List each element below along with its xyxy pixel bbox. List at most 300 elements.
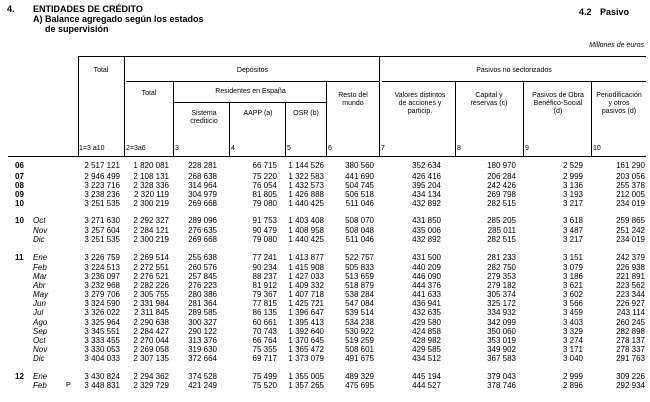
row-month: Sep — [33, 327, 48, 336]
cell-col-10: 161 290 — [616, 161, 645, 170]
cell-col-7: 445 194 — [412, 372, 441, 381]
cell-col-10: 260 245 — [616, 318, 645, 327]
cell-col-10: 251 242 — [616, 226, 645, 235]
row-year: 07 — [15, 172, 24, 181]
row-month: Ene — [33, 372, 48, 381]
cell-col-3: 313 376 — [188, 336, 217, 345]
cell-col-5: 1 322 583 — [288, 172, 324, 181]
cell-col-2: 2 284 121 — [133, 226, 169, 235]
cell-col-10: 226 927 — [616, 299, 645, 308]
row-month: Jul — [33, 308, 44, 317]
period-header: Periodificación y otros pasivos (d) — [596, 92, 642, 115]
table-title: Pasivo — [600, 7, 630, 17]
cell-col-3: 280 386 — [188, 290, 217, 299]
cell-col-6: 534 238 — [345, 318, 374, 327]
cell-col-4: 75 355 — [252, 345, 277, 354]
cell-col-5: 1 432 573 — [288, 181, 324, 190]
cell-col-8: 242 426 — [487, 181, 516, 190]
cell-col-9: 3 193 — [562, 190, 583, 199]
cell-col-10: 203 056 — [616, 172, 645, 181]
cell-col-9: 3 136 — [562, 181, 583, 190]
cell-col-9: 3 403 — [562, 318, 583, 327]
resto-header: Resto del mundo — [338, 92, 368, 107]
cell-col-7: 424 858 — [412, 327, 441, 336]
cell-col-3: 228 281 — [188, 161, 217, 170]
cell-col-2: 2 290 638 — [133, 318, 169, 327]
cell-col-10: 212 005 — [616, 190, 645, 199]
cell-col-9: 3 151 — [562, 253, 583, 262]
cell-col-10: 255 378 — [616, 181, 645, 190]
cell-col-7: 434 134 — [412, 190, 441, 199]
cell-col-5: 1 425 721 — [288, 299, 324, 308]
cell-col-1: 3 251 535 — [84, 235, 120, 244]
cell-col-2: 2 300 219 — [133, 235, 169, 244]
cell-col-8: 180 970 — [487, 161, 516, 170]
cell-col-1: 3 345 551 — [84, 327, 120, 336]
cell-col-7: 432 892 — [412, 235, 441, 244]
cell-col-8: 281 233 — [487, 253, 516, 262]
table-row — [0, 226, 650, 235]
cell-col-6: 539 514 — [345, 308, 374, 317]
table-row — [0, 336, 650, 345]
cell-col-9: 3 618 — [562, 216, 583, 225]
cell-col-8: 334 932 — [487, 308, 516, 317]
cell-col-6: 508 070 — [345, 216, 374, 225]
cell-col-3: 374 528 — [188, 372, 217, 381]
cell-col-9: 3 079 — [562, 263, 583, 272]
cell-col-5: 1 357 265 — [288, 381, 324, 390]
obra-header: Pasivos de Obra Benéfico-Social (d) — [532, 92, 584, 115]
subtitle-line-1: A) Balance agregado según los estados — [33, 14, 204, 24]
col-sep — [523, 81, 524, 156]
row-month: Jun — [33, 299, 46, 308]
cell-col-7: 436 941 — [412, 299, 441, 308]
row-month: Ago — [33, 318, 48, 327]
cell-col-1: 2 517 121 — [84, 161, 120, 170]
cell-col-7: 429 580 — [412, 318, 441, 327]
colnum: 2=3a6 — [126, 145, 146, 152]
cell-col-7: 440 209 — [412, 263, 441, 272]
row-month: Mar — [33, 272, 47, 281]
cell-col-9: 3 217 — [562, 235, 583, 244]
cell-col-4: 86 135 — [252, 308, 277, 317]
cell-col-6: 380 560 — [345, 161, 374, 170]
cell-col-6: 519 259 — [345, 336, 374, 345]
cell-col-10: 282 898 — [616, 327, 645, 336]
cell-col-2: 2 294 362 — [133, 372, 169, 381]
cell-col-1: 2 946 499 — [84, 172, 120, 181]
cell-col-7: 444 527 — [412, 381, 441, 390]
colnum: 4 — [231, 145, 235, 152]
cell-col-5: 1 373 079 — [288, 354, 324, 363]
row-month: Feb — [33, 381, 47, 390]
row-month: Oct — [33, 336, 46, 345]
cell-col-2: 2 269 058 — [133, 345, 169, 354]
cell-col-8: 349 902 — [487, 345, 516, 354]
cell-col-2: 2 282 226 — [133, 281, 169, 290]
cell-col-2: 2 307 135 — [133, 354, 169, 363]
pasivos-rule — [382, 81, 646, 82]
cell-col-3: 257 845 — [188, 272, 217, 281]
row-year: 10 — [15, 199, 24, 208]
row-month: Ene — [33, 253, 48, 262]
cell-col-3: 276 635 — [188, 226, 217, 235]
cell-col-9: 3 621 — [562, 281, 583, 290]
cell-col-3: 314 964 — [188, 181, 217, 190]
colnum: 1=3 a10 — [79, 145, 105, 152]
cell-col-9: 3 186 — [562, 272, 583, 281]
cell-col-5: 1 440 425 — [288, 199, 324, 208]
cell-col-10: 309 226 — [616, 372, 645, 381]
table-row — [0, 263, 650, 272]
cell-col-2: 2 276 521 — [133, 272, 169, 281]
cell-col-9: 2 999 — [562, 372, 583, 381]
cell-col-6: 530 922 — [345, 327, 374, 336]
row-month: Nov — [33, 345, 48, 354]
cell-col-1: 3 257 604 — [84, 226, 120, 235]
cell-col-6: 441 690 — [345, 172, 374, 181]
cell-col-3: 255 638 — [188, 253, 217, 262]
cell-col-1: 3 330 053 — [84, 345, 120, 354]
dep-total-header: Total — [141, 90, 157, 97]
table-row — [0, 327, 650, 336]
table-row — [0, 308, 650, 317]
section-number: 4. — [7, 4, 15, 14]
cell-col-8: 379 043 — [487, 372, 516, 381]
cell-col-4: 75 520 — [252, 381, 277, 390]
col-sep — [591, 81, 592, 156]
cell-col-2: 2 292 327 — [133, 216, 169, 225]
cell-col-5: 1 395 413 — [288, 318, 324, 327]
cell-col-3: 269 668 — [188, 235, 217, 244]
pasivos-header: Pasivos no sectorizados — [476, 67, 552, 74]
table-row — [0, 290, 650, 299]
cell-col-2: 2 311 845 — [134, 308, 169, 317]
cell-col-9: 3 487 — [562, 226, 583, 235]
cell-col-6: 491 675 — [345, 354, 374, 363]
cell-col-6: 489 329 — [345, 372, 374, 381]
row-month: Feb — [33, 263, 47, 272]
cell-col-8: 325 172 — [487, 299, 516, 308]
cell-col-5: 1 408 958 — [288, 226, 324, 235]
col-sep — [173, 81, 174, 156]
cell-col-10: 291 763 — [616, 354, 645, 363]
cell-col-9: 3 217 — [562, 199, 583, 208]
cell-col-1: 3 333 455 — [84, 336, 120, 345]
cell-col-5: 1 407 718 — [288, 290, 324, 299]
cell-col-1: 3 448 831 — [84, 381, 120, 390]
cell-col-5: 1 355 005 — [288, 372, 324, 381]
cell-col-5: 1 409 332 — [288, 281, 324, 290]
cell-col-3: 269 668 — [188, 199, 217, 208]
cell-col-7: 429 585 — [412, 345, 441, 354]
cell-col-5: 1 415 908 — [288, 263, 324, 272]
table-row — [0, 172, 650, 181]
col-sep — [455, 81, 456, 156]
cell-col-2: 2 270 044 — [133, 336, 169, 345]
cell-col-10: 223 562 — [616, 281, 645, 290]
cell-col-6: 475 695 — [345, 381, 374, 390]
cell-col-8: 367 583 — [487, 354, 516, 363]
cell-col-10: 223 344 — [616, 290, 645, 299]
table-code: 4.2 — [579, 7, 592, 17]
cell-col-4: 66 764 — [252, 336, 277, 345]
cell-col-9: 3 459 — [562, 308, 583, 317]
cell-col-2: 2 331 984 — [133, 299, 169, 308]
cell-col-6: 511 046 — [345, 235, 374, 244]
cell-col-10: 226 938 — [616, 263, 645, 272]
colnum: 6 — [328, 145, 332, 152]
cell-col-5: 1 413 877 — [288, 253, 324, 262]
colnum: 8 — [457, 145, 461, 152]
cell-col-3: 260 576 — [188, 263, 217, 272]
residentes-header: Residentes en España — [215, 88, 286, 95]
cell-col-8: 279 182 — [487, 281, 516, 290]
depositos-rule — [126, 81, 379, 82]
cell-col-4: 81 912 — [252, 281, 277, 290]
cell-col-1: 3 223 716 — [84, 181, 120, 190]
row-year: 06 — [15, 161, 24, 170]
col-sep — [78, 56, 79, 156]
cell-col-9: 3 329 — [562, 327, 583, 336]
cell-col-4: 75 220 — [252, 172, 277, 181]
cell-col-7: 432 892 — [412, 199, 441, 208]
cell-col-2: 2 108 131 — [133, 172, 169, 181]
table-row — [0, 318, 650, 327]
header-bottom-rule — [8, 156, 646, 157]
cell-col-4: 77 815 — [252, 299, 277, 308]
row-month: Abr — [33, 281, 46, 290]
cell-col-9: 3 040 — [562, 354, 583, 363]
sistema-header: Sistema crediticio — [190, 110, 218, 125]
col-sep — [326, 81, 327, 156]
cell-col-7: 446 090 — [412, 272, 441, 281]
cell-col-6: 513 659 — [345, 272, 374, 281]
cell-col-3: 268 638 — [188, 172, 217, 181]
cell-col-5: 1 427 033 — [288, 272, 324, 281]
cell-col-7: 432 635 — [412, 308, 441, 317]
cell-col-7: 441 633 — [412, 290, 441, 299]
table-row — [0, 235, 650, 244]
cell-col-8: 282 515 — [487, 235, 516, 244]
cell-col-1: 3 325 964 — [84, 318, 120, 327]
colnum: 10 — [593, 145, 601, 152]
cell-col-8: 285 011 — [487, 226, 516, 235]
cell-col-4: 90 479 — [252, 226, 277, 235]
cell-col-8: 305 374 — [487, 290, 516, 299]
cell-col-1: 3 232 968 — [84, 281, 120, 290]
cell-col-8: 282 750 — [487, 263, 516, 272]
cell-col-2: 2 305 755 — [133, 290, 169, 299]
cell-col-3: 372 664 — [188, 354, 217, 363]
cell-col-4: 79 367 — [252, 290, 277, 299]
col-sep — [124, 56, 125, 156]
col-sep — [379, 56, 380, 156]
cell-col-10: 243 114 — [616, 308, 645, 317]
aapp-header: AAPP (a) — [243, 110, 273, 117]
cell-col-4: 60 661 — [252, 318, 277, 327]
table-row — [0, 354, 650, 363]
cell-col-4: 79 080 — [252, 235, 277, 244]
cell-col-9: 2 999 — [562, 172, 583, 181]
section-title: ENTIDADES DE CRÉDITO — [33, 4, 143, 14]
cell-col-4: 81 805 — [252, 190, 277, 199]
cell-col-7: 395 204 — [412, 181, 441, 190]
cell-col-1: 3 226 759 — [84, 253, 120, 262]
row-year: 09 — [15, 190, 24, 199]
table-row — [0, 281, 650, 290]
cell-col-8: 350 060 — [487, 327, 516, 336]
colnum: 9 — [525, 145, 529, 152]
cell-col-7: 444 376 — [412, 281, 441, 290]
cell-col-6: 505 833 — [345, 263, 374, 272]
residentes-rule — [173, 102, 326, 103]
cell-col-1: 3 251 535 — [84, 199, 120, 208]
table-row — [0, 381, 650, 390]
cell-col-2: 2 272 551 — [133, 263, 169, 272]
cell-col-5: 1 370 645 — [288, 336, 324, 345]
table-row — [0, 272, 650, 281]
row-month: Oct — [33, 216, 46, 225]
subtitle-line-2: de supervisión — [45, 24, 109, 34]
cell-col-9: 3 171 — [562, 345, 583, 354]
cell-col-6: 506 518 — [345, 190, 374, 199]
cell-col-10: 292 934 — [616, 381, 645, 390]
cell-col-9: 2 529 — [562, 161, 583, 170]
osr-header: OSR (b) — [293, 110, 319, 117]
cell-col-7: 352 634 — [412, 161, 441, 170]
cell-col-8: 206 284 — [487, 172, 516, 181]
row-year: 08 — [15, 181, 24, 190]
cell-col-7: 434 512 — [412, 354, 441, 363]
cell-col-1: 3 404 033 — [84, 354, 120, 363]
col-sep — [285, 102, 286, 156]
cell-col-8: 342 099 — [487, 318, 516, 327]
cell-col-10: 259 865 — [616, 216, 645, 225]
cell-col-8: 378 746 — [487, 381, 516, 390]
cell-col-8: 282 515 — [487, 199, 516, 208]
cell-col-1: 3 236 097 — [84, 272, 120, 281]
header-top-rule — [78, 56, 646, 57]
table-row — [0, 216, 650, 225]
cell-col-3: 281 364 — [188, 299, 217, 308]
table-row — [0, 190, 650, 199]
cell-col-2: 1 820 081 — [133, 161, 169, 170]
cell-col-9: 3 566 — [562, 299, 583, 308]
cell-col-7: 435 006 — [412, 226, 441, 235]
cell-col-9: 3 274 — [562, 336, 583, 345]
cell-col-1: 3 326 022 — [84, 308, 120, 317]
cell-col-6: 508 048 — [345, 226, 374, 235]
cell-col-7: 431 850 — [412, 216, 441, 225]
cell-col-10: 278 137 — [616, 336, 645, 345]
cell-col-6: 547 084 — [345, 299, 374, 308]
cell-col-7: 431 500 — [412, 253, 441, 262]
cell-col-2: 2 320 119 — [134, 190, 169, 199]
cell-col-3: 421 249 — [188, 381, 217, 390]
cell-col-6: 504 745 — [345, 181, 374, 190]
cell-col-3: 319 630 — [188, 345, 217, 354]
colnum: 7 — [381, 145, 385, 152]
cell-col-3: 300 327 — [188, 318, 217, 327]
cell-col-6: 511 046 — [345, 199, 374, 208]
cell-col-1: 3 279 706 — [84, 290, 120, 299]
cell-col-1: 3 224 513 — [84, 263, 120, 272]
cell-col-2: 2 328 336 — [133, 181, 169, 190]
cell-col-10: 221 891 — [616, 272, 645, 281]
cell-col-8: 279 353 — [487, 272, 516, 281]
row-provisional-mark: P — [66, 382, 71, 389]
cell-col-5: 1 392 640 — [288, 327, 324, 336]
cell-col-6: 508 601 — [345, 345, 374, 354]
col-sep — [229, 102, 230, 156]
cell-col-10: 278 337 — [616, 345, 645, 354]
cell-col-7: 428 982 — [412, 336, 441, 345]
cell-col-8: 285 205 — [487, 216, 516, 225]
row-month: Nov — [33, 226, 48, 235]
cell-col-3: 290 122 — [188, 327, 217, 336]
colnum: 3 — [175, 145, 179, 152]
row-month: May — [33, 290, 49, 299]
row-month: Dic — [33, 354, 45, 363]
cell-col-3: 289 585 — [188, 308, 217, 317]
cell-col-4: 90 234 — [252, 263, 277, 272]
cell-col-4: 77 241 — [252, 253, 277, 262]
table-row — [0, 345, 650, 354]
unit-label: Millones de euros — [589, 42, 644, 49]
cell-col-4: 69 717 — [252, 354, 277, 363]
cell-col-5: 1 426 888 — [288, 190, 324, 199]
table-row — [0, 199, 650, 208]
cell-col-5: 1 440 425 — [288, 235, 324, 244]
cell-col-6: 518 879 — [345, 281, 374, 290]
cell-col-4: 66 715 — [252, 161, 277, 170]
cell-col-4: 79 080 — [252, 199, 277, 208]
cell-col-2: 2 329 729 — [133, 381, 169, 390]
cell-col-1: 3 430 824 — [84, 372, 120, 381]
cell-col-5: 1 365 472 — [288, 345, 324, 354]
cell-col-8: 353 019 — [487, 336, 516, 345]
cell-col-1: 3 324 590 — [84, 299, 120, 308]
cell-col-9: 2 896 — [562, 381, 583, 390]
cell-col-9: 3 602 — [562, 290, 583, 299]
cell-col-8: 269 798 — [487, 190, 516, 199]
colnum: 5 — [287, 145, 291, 152]
cell-col-10: 234 019 — [616, 199, 645, 208]
cell-col-10: 242 379 — [616, 253, 645, 262]
cell-col-2: 2 269 514 — [133, 253, 169, 262]
cell-col-2: 2 300 219 — [133, 199, 169, 208]
cell-col-3: 276 223 — [188, 281, 217, 290]
cell-col-7: 426 416 — [412, 172, 441, 181]
table-row — [0, 161, 650, 170]
cell-col-1: 3 238 236 — [84, 190, 120, 199]
cell-col-1: 3 271 630 — [84, 216, 120, 225]
cell-col-4: 76 054 — [252, 181, 277, 190]
cell-col-4: 91 753 — [252, 216, 277, 225]
cell-col-5: 1 396 647 — [288, 308, 324, 317]
cell-col-2: 2 284 427 — [133, 327, 169, 336]
cell-col-4: 88 237 — [252, 272, 277, 281]
cell-col-4: 75 499 — [252, 372, 277, 381]
cell-col-10: 234 019 — [616, 235, 645, 244]
cell-col-3: 289 096 — [188, 216, 217, 225]
capital-header: Capital y reservas (c) — [470, 92, 508, 107]
table-row — [0, 372, 650, 381]
cell-col-5: 1 403 408 — [288, 216, 324, 225]
row-year: 11 — [15, 253, 24, 262]
depositos-header: Depósitos — [236, 67, 269, 74]
